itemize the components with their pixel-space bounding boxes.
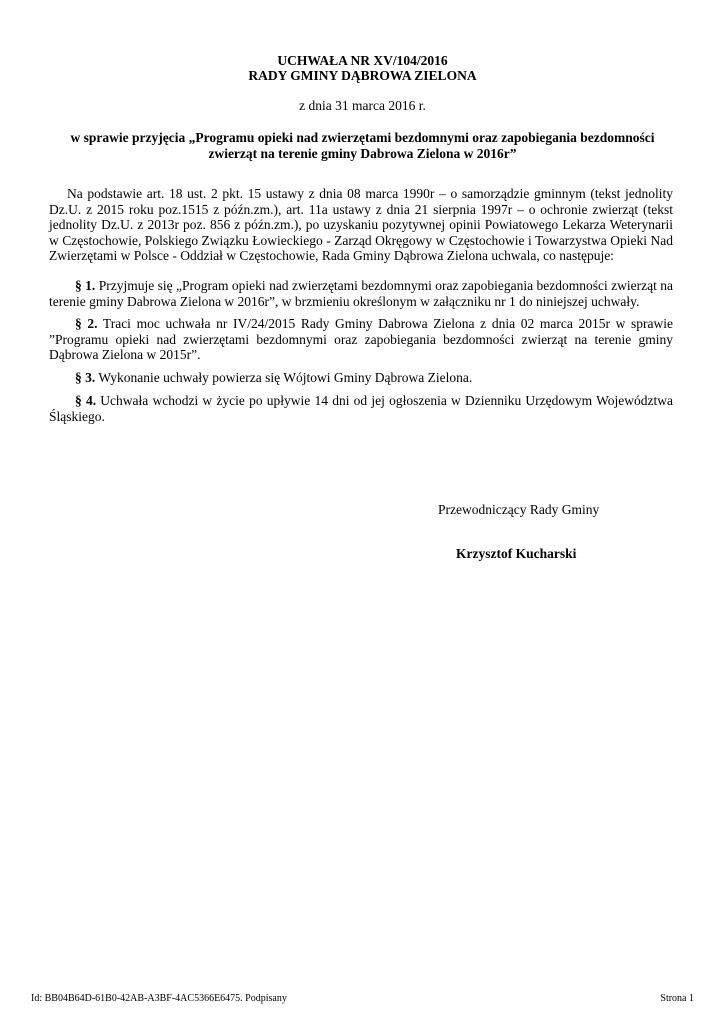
signatory-name: Krzysztof Kucharski [456,546,577,561]
signatory-role: Przewodniczący Rady Gminy [438,502,600,517]
section-2-text: Traci moc uchwała nr IV/24/2015 Rady Gminy Dabrowa Zielona z dnia 02 marca 2015r w sprawie ”Programu opieki nad zwierzętami bezdomnymi oraz zapobiegania bezdomności zwierząt na terenie gminy Dąbrowa Zielona w 2015r”. [49,316,673,363]
section-4-paragraph [49,393,673,424]
section-3-text: Wykonanie uchwały powierza się Wójtowi Gminy Dąbrowa Zielona. [95,370,473,385]
resolution-number-title: UCHWAŁA NR XV/104/2016 [277,53,448,68]
section-2-label: § 2. [75,316,98,331]
footer-document-id: Id: BB04B64D-61B0-42AB-A3BF-4AC5366E6475. Podpisany [31,993,287,1004]
section-1-text: Przyjmuje się „Program opieki nad zwierzętami bezdomnymi oraz zapobiegania bezdomności zwierząt na terenie gminy Dabrowa Zielona w 2016r”, w brzmieniu określonym w załączniku nr 1 do niniejszej uchwały. [49,278,674,309]
section-2-paragraph [49,316,673,363]
section-3-paragraph [49,370,673,386]
footer-page-number: Strona 1 [660,993,694,1004]
section-4-text: Uchwała wchodzi w życie po upływie 14 dni od jej ogłoszenia w Dzienniku Urzędowym Województwa Śląskiego. [49,393,674,424]
legal-basis-paragraph: Na podstawie art. 18 ust. 2 pkt. 15 ustawy z dnia 08 marca 1990r – o samorządzie gminnym (tekst jednolity Dz.U. z 2015 roku poz.1515 z późn.zm.), art. 11a ustawy z dnia 21 sierpnia 1997r – o ochronie zwierząt (tekst jednolity Dz.U. z 2013r poz. 856 z późn.zm.), po uzyskaniu pozytywnej opinii Powiatowego Lekarza Weterynarii w Częstochowie, Polskiego Związku Łowieckiego - Zarząd Okręgowy w Częstochowie i Towarzystwa Opieki Nad Zwierzętami w Polsce - Oddział w Częstochowie, Rada Gminy Dąbrowa Zielona uchwala, co następuje: [49,186,673,264]
resolution-date: z dnia 31 marca 2016 r. [299,98,426,113]
section-1-paragraph [49,278,673,309]
resolution-subject: w sprawie przyjęcia „Programu opieki nad zwierzętami bezdomnymi oraz zapobiegania bezdomności zwierząt na terenie gminy Dabrowa Zielona w 2016r” [70,130,655,161]
section-4-label: § 4. [75,393,97,408]
council-name-title: RADY GMINY DĄBROWA ZIELONA [248,68,477,83]
section-1-label: § 1. [75,278,96,293]
section-3-label: § 3. [75,370,96,385]
